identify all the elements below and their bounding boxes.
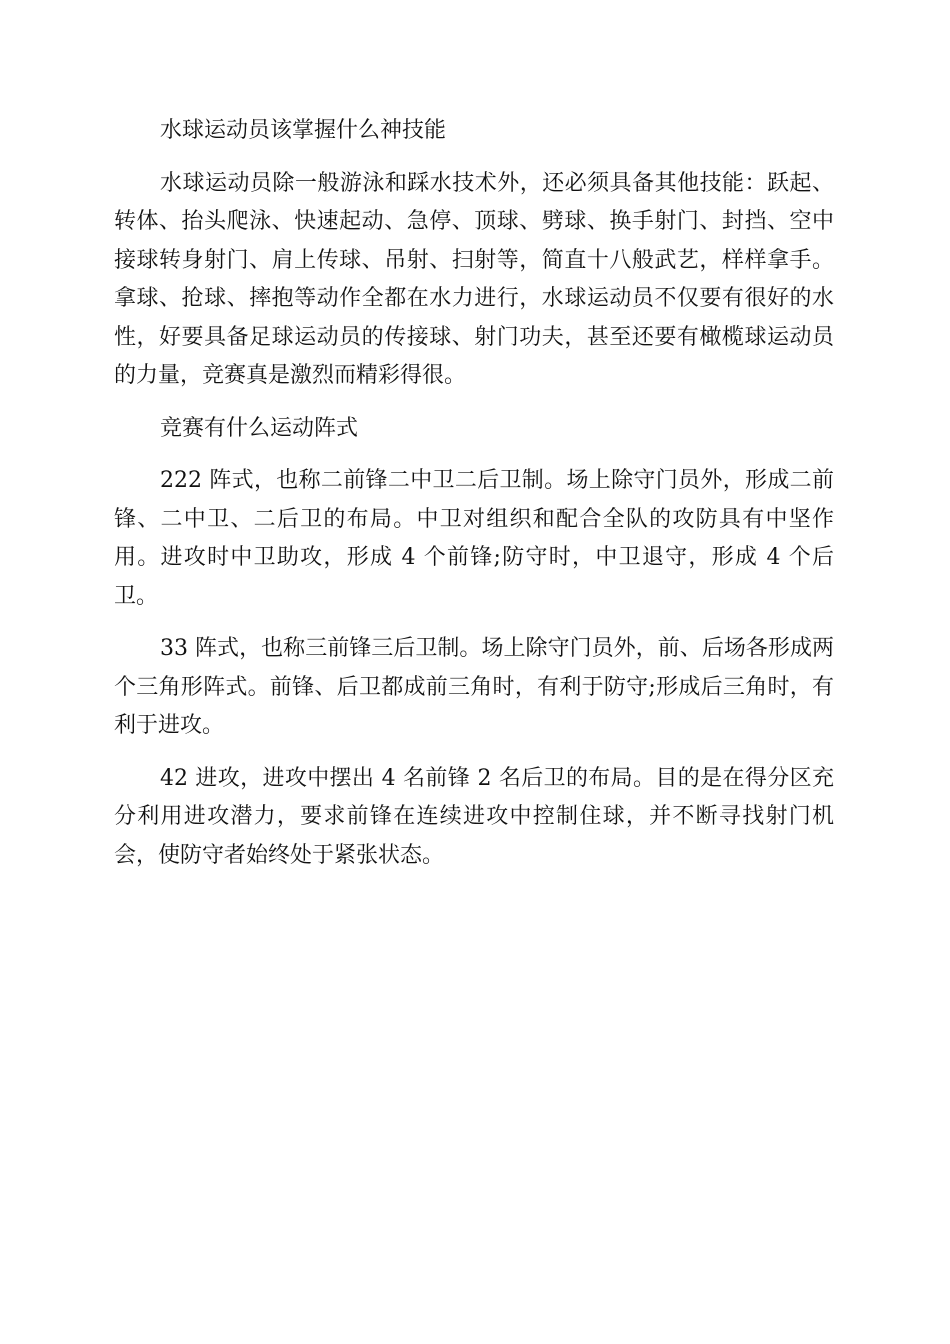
paragraph-formation-42: 42 进攻，进攻中摆出 4 名前锋 2 名后卫的布局。目的是在得分区充分利用进攻潜力，要求前锋在连续进攻中控制住球，并不断寻找射门机会，使防守者始终处于紧张状态。 xyxy=(114,765,834,868)
section-heading-formations: 竞赛有什么运动阵式 xyxy=(160,415,359,441)
paragraph-formation-33: 33 阵式，也称三前锋三后卫制。场上除守门员外，前、后场各形成两个三角形阵式。前锋、后卫都成前三角时，有利于防守;形成后三角时，有利于进攻。 xyxy=(114,636,834,738)
paragraph-skills: 水球运动员除一般游泳和踩水技术外，还必须具备其他技能：跃起、转体、抬头爬泳、快速起动、急停、顶球、劈球、换手射门、封挡、空中接球转身射门、肩上传球、吊射、扫射等，简直十八般武艺，样样拿手。拿球、抢球、摔抱等动作全都在水力进行，水球运动员不仅要有很好的水性，好要具备足球运动员的传接球、射门功夫，甚至还要有橄榄球运动员的力量，竞赛真是激烈而精彩得很。 xyxy=(114,170,834,388)
document-page xyxy=(114,112,834,875)
section-heading-skills: 水球运动员该掌握什么神技能 xyxy=(160,118,447,143)
paragraph-formation-222: 222 阵式，也称二前锋二中卫二后卫制。场上除守门员外，形成二前锋、二中卫、二后卫的布局。中卫对组织和配合全队的攻防具有中坚作用。进攻时中卫助攻，形成 4 个前锋;防守时，中卫退守，形成 4 个后卫。 xyxy=(114,468,834,609)
